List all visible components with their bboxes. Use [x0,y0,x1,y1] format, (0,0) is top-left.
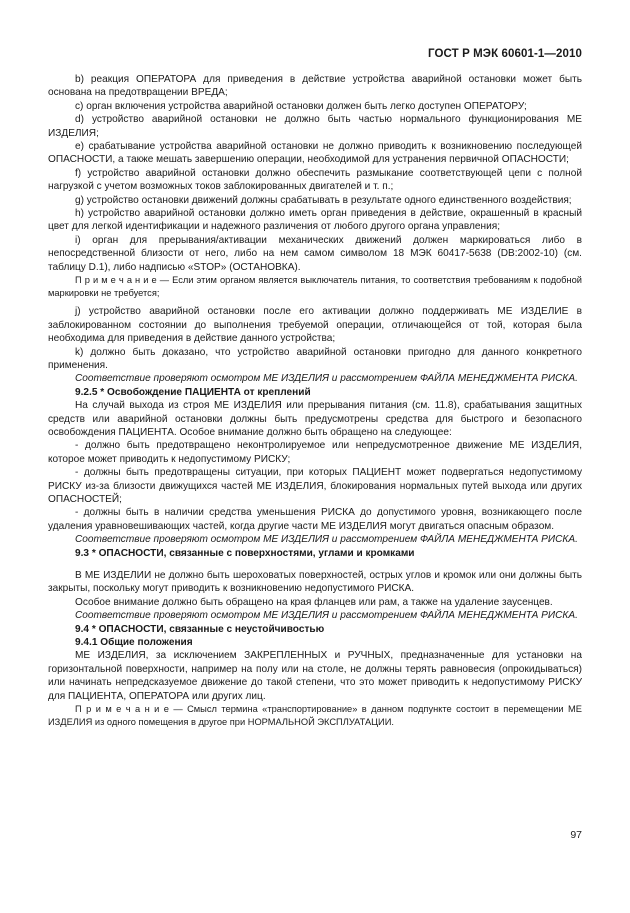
item-f: f) устройство аварийной остановки должно обеспечить размыкание соответствующей цепи с полной нагрузкой с учетом возможных токов заблокированных двигателей и т. п.; [48,167,582,193]
heading-9-4: 9.4 * ОПАСНОСТИ, связанные с неустойчивостью [75,623,325,635]
s925-paragraph-4: - должны быть в наличии средства уменьшения РИСКА до допустимого уровня, возникающего после удаления уравновешивающих частей, когда другие части МЕ ИЗДЕЛИЯ могут двигаться опасным образом. [48,507,582,532]
item-j: j) устройство аварийной остановки после его активации должно поддерживать МЕ ИЗДЕЛИЕ в заблокированном состоянии до выполнения требуемой операции, отличающейся от той, которая была необходима для приведения в действие данного устройства; [48,306,582,345]
item-g: g) устройство остановки движений должны срабатывать в результате одного единственного воздействия; [75,194,572,206]
note-1 [48,274,582,299]
item-c: c) орган включения устройства аварийной остановки должен быть легко доступен ОПЕРАТОРУ; [75,100,527,112]
note-1-label: П р и м е ч а н и е [75,275,157,286]
document-header: ГОСТ Р МЭК 60601-1—2010 [428,48,582,60]
item-i: i) орган для прерывания/активации механических движений должен маркироваться либо в непосредственной близости от него, либо на нем самом символом 18 МЭК 60417-5638 (DB:2002-10) (см. таблицу D.1), либо надписью «STOP» (ОСТАНОВКА). [48,234,582,273]
page-number: 97 [570,829,582,841]
s925-paragraph-2: - должно быть предотвращено неконтролируемое или непредусмотренное движение МЕ ИЗДЕЛИЯ, которое может приводить к недопустимому РИСКУ; [48,440,582,465]
item-k: k) должно быть доказано, что устройство аварийной остановки пригодно для данного конкретного применения. [48,346,582,371]
note-2-text: — Смысл термина «транспортирование» в данном подпункте состоит в перемещении МЕ ИЗДЕЛИЯ из одного помещения в другое при НОРМАЛЬНОЙ ЭКСПЛУАТАЦИИ. [48,704,582,727]
item-d: d) устройство аварийной остановки не должно быть частью нормального функционирования МЕ ИЗДЕЛИЯ; [48,114,582,139]
note-1-text: — Если этим органом является выключатель питания, то соответствия требованиям к подобной маркировки не требуется; [48,275,582,298]
item-h: h) устройство аварийной остановки должно иметь орган приведения в действие, окрашенный в красный цвет для легкой идентификации и надежного различения от любого другого органа управления; [48,208,582,233]
s94-paragraph-1: МЕ ИЗДЕЛИЯ, за исключением ЗАКРЕПЛЕННЫХ и РУЧНЫХ, предназначенные для установки на горизонтальной поверхности, например на полу или на столе, не должны терять равновесия (опрокидываться) или начинать непредсказуемое движение до такой степени, что это может приводить к недопустимому РИСКУ для ПАЦИЕНТА, ОПЕРАТОРА или других лиц. [48,650,582,702]
compliance-1: Соответствие проверяют осмотром МЕ ИЗДЕЛИЯ и рассмотрением ФАЙЛА МЕНЕДЖМЕНТА РИСКА. [75,373,578,385]
s93-compliance: Соответствие проверяют осмотром МЕ ИЗДЕЛИЯ и рассмотрением ФАЙЛА МЕНЕДЖМЕНТА РИСКА. [75,610,578,622]
note-2 [48,703,582,728]
heading-9-2-5: 9.2.5 * Освобождение ПАЦИЕНТА от креплений [75,386,311,398]
document-body [48,73,582,728]
item-e: e) срабатывание устройства аварийной остановки не должно приводить к возникновению последующей ОПАСНОСТИ, а также мешать завершению операции, необходимой для устранения первичной ОПАСНОСТИ; [48,141,582,166]
heading-9-3: 9.3 * ОПАСНОСТИ, связанные с поверхностями, углами и кромками [75,547,415,559]
note-2-label: П р и м е ч а н и е [75,704,169,715]
s925-paragraph-3: - должны быть предотвращены ситуации, при которых ПАЦИЕНТ может подвергаться недопустимому РИСКУ из-за близости движущихся частей МЕ ИЗДЕЛИЯ, блокирования нормальных путей выхода или других ОПАСНОСТЕЙ; [48,467,582,505]
heading-9-4-1: 9.4.1 Общие положения [75,637,193,649]
s925-paragraph-1: На случай выхода из строя МЕ ИЗДЕЛИЯ или прерывания питания (см. 11.8), срабатывания защитных средств или аварийной остановки должны быть предусмотрены средства для быстрого и безопасного освобождения ПАЦИЕНТА. Особое внимание должно быть обращено на следующее: [48,400,582,438]
item-b: b) реакция ОПЕРАТОРА для приведения в действие устройства аварийной остановки может быть основана на предотвращении ВРЕДА; [48,74,582,99]
s925-compliance: Соответствие проверяют осмотром МЕ ИЗДЕЛИЯ и рассмотрением ФАЙЛА МЕНЕДЖМЕНТА РИСКА. [75,534,578,546]
s93-paragraph-1: В МЕ ИЗДЕЛИИ не должно быть шероховатых поверхностей, острых углов и кромок или они должны быть закрыты, поскольку могут приводить к возникновению недопустимого РИСКА. [48,570,582,595]
s93-paragraph-2: Особое внимание должно быть обращено на края фланцев или рам, а также на удаление заусенцев. [75,596,553,608]
